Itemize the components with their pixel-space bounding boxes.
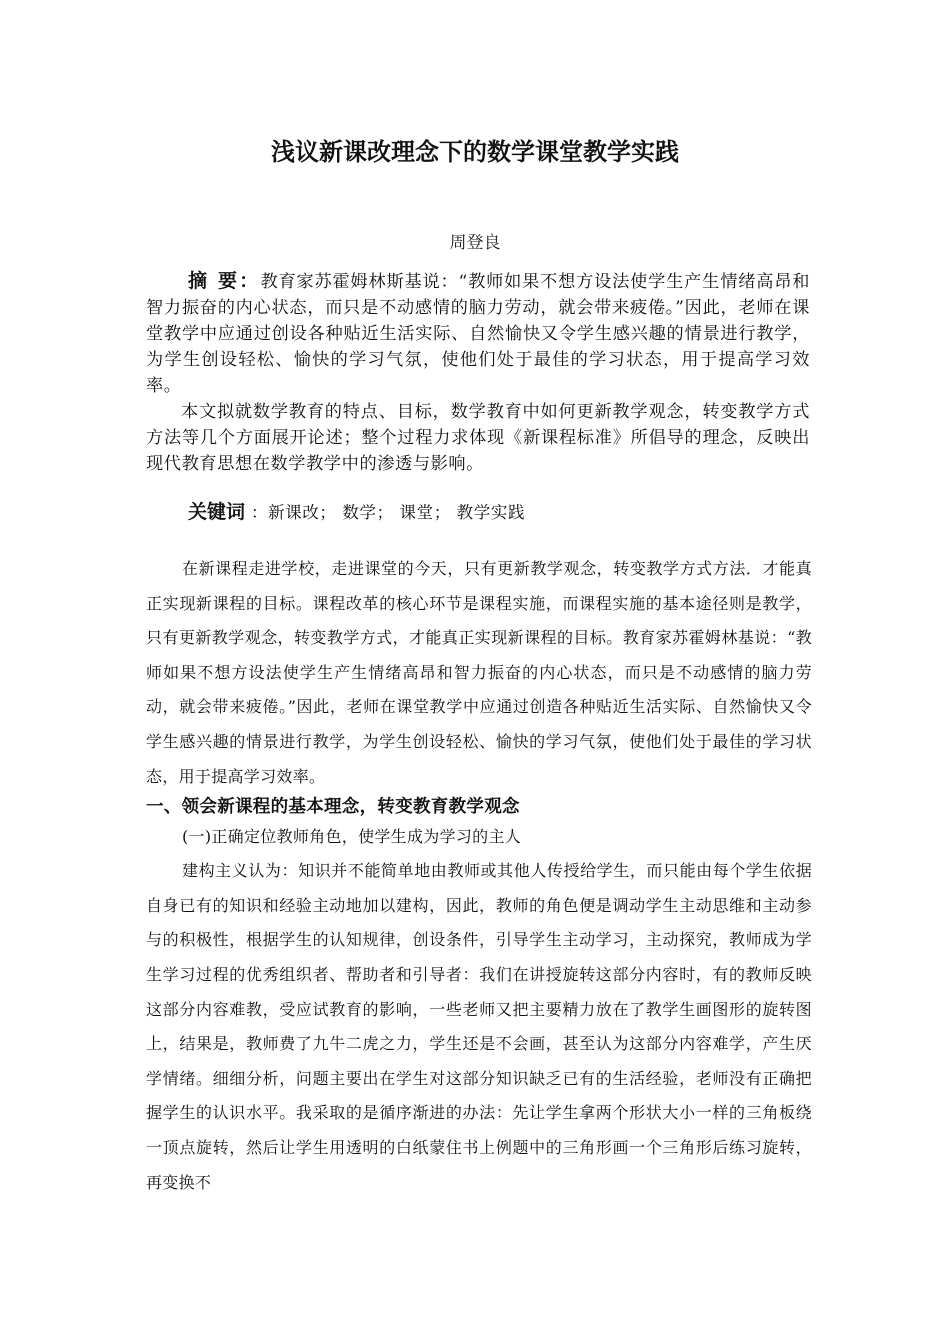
keywords-line bbox=[188, 497, 525, 524]
intro-paragraph: 在新课程走进学校，走进课堂的今天，只有更新教学观念，转变教学方式方法．才能真正实现新课程的目标。课程改革的核心环节是课程实施，而课程实施的基本途径则是教学，只有更新教学观念，转变教学方式，才能真正实现新课程的目标。教育家苏霍姆林基说：“教师如果不想方设法使学生产生情绪高昂和智力振奋的内心状态，而只是不动感情的脑力劳动，就会带来疲倦。”因此，老师在课堂教学中应通过创造各种贴近生活实际、自然愉快又令学生感兴趣的情景进行教学，为学生创设轻松、愉快的学习气氛，使他们处于最佳的学习状态，用于提高学习效率。 bbox=[146, 559, 812, 786]
keywords-text: ：新课改； 数学； 课堂； 教学实践 bbox=[251, 503, 526, 522]
author-name: 周登良 bbox=[449, 233, 501, 253]
abstract-text-1: 教育家苏霍姆林斯基说：“教师如果不想方设法使学生产生情绪高昂和智力振奋的内心状态，而只是不动感情的脑力劳动，就会带来疲倦。”因此，老师在课堂教学中应通过创设各种贴近生活实际、自然愉快又令学生感兴趣的情景进行教学，为学生创设轻松、愉快的学习气氛，使他们处于最佳的学习状态，用于提高学习效率。 bbox=[146, 272, 810, 396]
body-text bbox=[146, 552, 812, 1200]
section-paragraph: 建构主义认为：知识并不能简单地由教师或其他人传授给学生，而只能由每个学生依据自身已有的知识和经验主动地加以建构，因此，教师的角色便是调动学生主动思维和主动参与的积极性，根据学生的认知规律，创设条件，引导学生主动学习，主动探究，教师成为学生学习过程的优秀组织者、帮助者和引导者：我们在讲授旋转这部分内容时，有的教师反映这部分内容难教，受应试教育的影响，一些老师又把主要精力放在了教学生画图形的旋转图上，结果是，教师费了九牛二虎之力，学生还是不会画，甚至认为这部分内容难学，产生厌学情绪。细细分析，问题主要出在学生对这部分知识缺乏已有的生活经验，老师没有正确把握学生的认识水平。我采取的是循序渐进的办法：先让学生拿两个形状大小一样的三角板绕一顶点旋转，然后让学生用透明的白纸蒙住书上例题中的三角形画一个三角形后练习旋转，再变换不 bbox=[146, 861, 812, 1192]
keywords-label: 关键词 bbox=[188, 501, 246, 523]
subsection-heading-1: (一)正确定位教师角色，使学生成为学习的主人 bbox=[182, 827, 522, 847]
abstract-label: 摘 要： bbox=[188, 270, 261, 292]
section-heading-1: 一、领会新课程的基本理念，转变教育教学观念 bbox=[146, 797, 520, 818]
abstract-paragraph-2: 本文拟就数学教育的特点、目标，数学教育中如何更新教学观念，转变教学方式方法等几个方面展开论述；整个过程力求体现《新课程标准》所倡导的理念，反映出现代教育思想在数学教学中的渗透与影响。 bbox=[146, 402, 810, 474]
abstract-paragraph-1 bbox=[146, 268, 810, 399]
document-title: 浅议新课改理念下的数学课堂教学实践 bbox=[271, 138, 679, 166]
abstract-section bbox=[146, 268, 810, 477]
